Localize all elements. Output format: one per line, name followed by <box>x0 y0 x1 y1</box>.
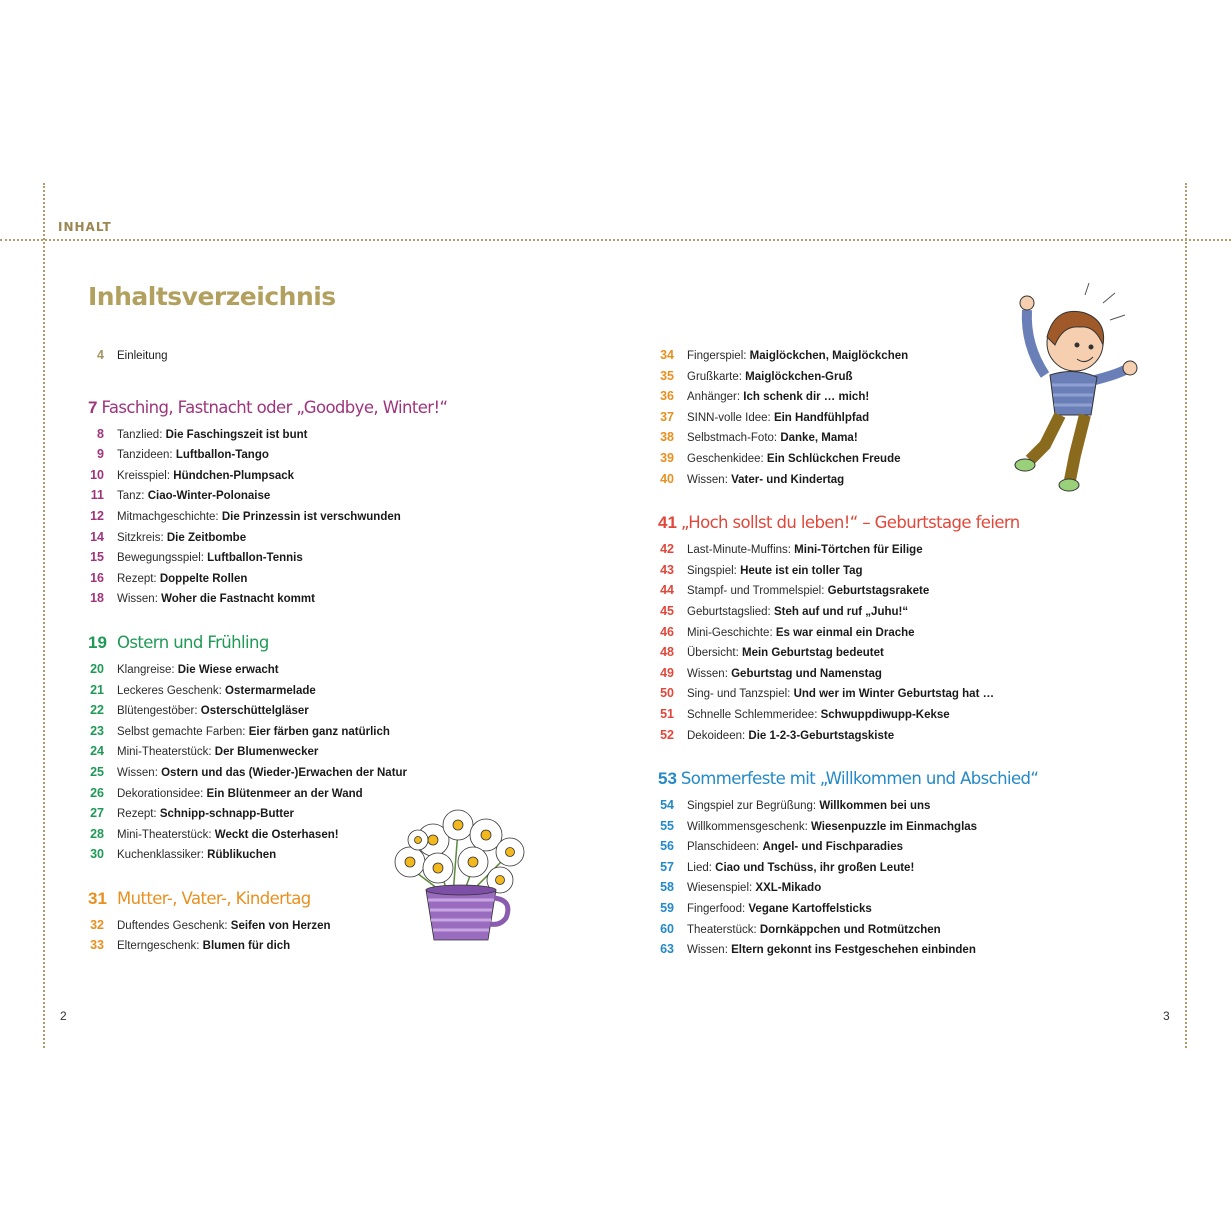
chapter-title: Fasching, Fastnacht oder „Goodbye, Winter!“ <box>101 397 448 417</box>
entry-category: Mitmachgeschichte: <box>117 510 219 523</box>
entry-category: Wissen: <box>687 473 728 486</box>
entry-title: XXL-Mikado <box>755 882 822 895</box>
flower-pot-illustration <box>388 800 538 945</box>
entry-category: Rezept: <box>117 808 157 821</box>
entry-category: Sitzkreis: <box>117 531 164 544</box>
toc-entry[interactable] <box>658 563 998 584</box>
entry-category: Tanz: <box>117 490 145 503</box>
entry-title: Und wer im Winter Geburtstag hat … <box>793 688 995 701</box>
entry-page-number: 9 <box>97 447 104 462</box>
entry-category: Planschideen: <box>687 841 760 854</box>
toc-entry[interactable] <box>88 571 418 592</box>
entry-title: Mein Geburtstag bedeutet <box>741 647 884 660</box>
entry-page-number: 40 <box>660 471 674 486</box>
entry-page-number: 56 <box>660 839 674 854</box>
entry-title: Vegane Kartoffelsticks <box>748 903 872 916</box>
toc-entry[interactable] <box>88 806 418 827</box>
entry-page-number: 55 <box>660 818 674 833</box>
entry-category: Sing- und Tanzspiel: <box>687 688 791 701</box>
toc-entry[interactable] <box>88 683 418 704</box>
chapter-heading[interactable] <box>658 513 1020 542</box>
entry-page-number: 52 <box>660 727 674 742</box>
entry-page-number: 30 <box>90 847 104 862</box>
entry-page-number: 50 <box>660 686 674 701</box>
entry-page-number: 23 <box>90 723 104 738</box>
entry-title: Ostermarmelade <box>225 684 316 697</box>
toc-entry[interactable] <box>88 488 418 509</box>
entry-page-number: 10 <box>90 467 104 482</box>
toc-entry-intro[interactable] <box>88 348 418 369</box>
entry-category: Leckeres Geschenk: <box>117 684 222 697</box>
page-number-left: 2 <box>60 1009 67 1023</box>
toc-entry[interactable] <box>88 591 418 612</box>
toc-entry[interactable] <box>658 389 998 410</box>
entry-title: Die Zeitbombe <box>166 531 247 544</box>
entry-category: Tanzideen: <box>117 449 173 462</box>
entry-title: Der Blumenwecker <box>214 746 319 759</box>
toc-entry[interactable] <box>658 942 998 963</box>
entry-category: Selbst gemachte Farben: <box>117 725 246 738</box>
entry-category: Wiesenspiel: <box>687 882 753 895</box>
toc-entry[interactable] <box>658 583 998 604</box>
entry-page-number: 14 <box>90 529 104 544</box>
toc-entry[interactable] <box>658 901 998 922</box>
entry-page-number: 16 <box>90 570 104 585</box>
header-dotted-rule <box>0 239 1231 241</box>
chapter-heading[interactable] <box>658 769 1039 798</box>
entry-page-number: 36 <box>660 389 674 404</box>
entry-title: Eier färben ganz natürlich <box>248 725 390 738</box>
entry-page-number: 58 <box>660 880 674 895</box>
entry-title: Ein Schlückchen Freude <box>766 452 901 465</box>
entry-category: Stampf- und Trommelspiel: <box>687 585 825 598</box>
entry-title: Luftballon-Tennis <box>207 552 303 565</box>
page-number-right: 3 <box>1163 1009 1170 1023</box>
toc-entry[interactable] <box>658 410 998 431</box>
right-dotted-border <box>1185 183 1187 1048</box>
entry-page-number: 35 <box>660 368 674 383</box>
entry-page-number: 45 <box>660 603 674 618</box>
entry-page-number: 49 <box>660 665 674 680</box>
entry-page-number: 51 <box>660 706 674 721</box>
toc-entry[interactable] <box>658 430 998 451</box>
toc-entry[interactable] <box>658 798 998 819</box>
entry-title: Luftballon-Tango <box>175 449 269 462</box>
entry-page-number: 63 <box>660 942 674 957</box>
entry-page-number: 34 <box>660 348 674 362</box>
entry-title: Ciao-Winter-Polonaise <box>147 490 271 503</box>
entry-title: Schnipp-schnapp-Butter <box>159 808 295 821</box>
chapter-title: „Hoch sollst du leben!“ – Geburtstage feiern <box>680 513 1020 533</box>
entry-page-number: 48 <box>660 645 674 660</box>
toc-entry[interactable] <box>658 707 998 728</box>
entry-category: Klangreise: <box>117 663 175 676</box>
entry-page-number: 26 <box>90 785 104 800</box>
chapter-page-number: 7 <box>88 397 98 417</box>
entry-page-number: 38 <box>660 430 674 445</box>
entry-category: Grußkarte: <box>687 370 742 383</box>
entry-title: Osterschüttelgläser <box>200 705 309 718</box>
entry-page-number: 60 <box>660 921 674 936</box>
toc-entry[interactable] <box>88 786 418 807</box>
toc-entry[interactable] <box>658 645 998 666</box>
entry-category: Übersicht: <box>687 647 739 660</box>
toc-entry[interactable] <box>658 451 998 472</box>
toc-entry[interactable] <box>88 427 418 448</box>
chapter-page-number: 19 <box>88 632 107 652</box>
chapter-heading[interactable] <box>88 397 448 427</box>
toc-entry[interactable] <box>658 686 998 707</box>
entry-title: Maiglöckchen, Maiglöckchen <box>749 350 909 362</box>
entry-title: Weckt die Osterhasen! <box>214 828 339 841</box>
entry-category: Willkommensgeschenk: <box>687 820 808 833</box>
section-label: INHALT <box>58 220 112 234</box>
entry-page-number: 46 <box>660 624 674 639</box>
entry-title: Ciao und Tschüss, ihr großen Leute! <box>715 861 915 874</box>
entry-title: Eltern gekonnt ins Festgeschehen einbinden <box>731 944 976 957</box>
entry-title: Woher die Fastnacht kommt <box>161 593 315 606</box>
toc-entry[interactable] <box>88 918 418 939</box>
chapter-page-number: 53 <box>658 769 677 789</box>
entry-title: Ein Handfühlpfad <box>773 411 870 424</box>
entry-category: Elterngeschenk: <box>117 940 200 953</box>
entry-category: Dekoideen: <box>687 729 746 742</box>
entry-page-number: 57 <box>660 859 674 874</box>
entry-page-number: 4 <box>97 348 104 362</box>
toc-entry[interactable] <box>88 847 418 868</box>
toc-entry[interactable] <box>88 447 418 468</box>
entry-title: Geburtstagsrakete <box>827 585 930 598</box>
entry-category: Wissen: <box>687 667 728 680</box>
entry-page-number: 18 <box>90 591 104 606</box>
toc-entry[interactable] <box>658 839 998 860</box>
entry-category: Wissen: <box>117 593 158 606</box>
toc-entry[interactable] <box>658 819 998 840</box>
entry-title: Mini-Törtchen für Eilige <box>794 544 923 557</box>
entry-title: Hündchen-Plumpsack <box>173 469 295 482</box>
toc-entry[interactable] <box>88 938 418 959</box>
toc-entry[interactable] <box>658 728 998 749</box>
toc-entry[interactable] <box>658 604 998 625</box>
entry-page-number: 8 <box>97 426 104 441</box>
toc-entry[interactable] <box>658 666 998 687</box>
entry-page-number: 12 <box>90 508 104 523</box>
chapter-title: Sommerfeste mit „Willkommen und Abschied“ <box>680 769 1039 789</box>
chapter-title: Mutter-, Vater-, Kindertag <box>117 888 311 908</box>
entry-page-number: 39 <box>660 450 674 465</box>
entry-page-number: 24 <box>90 744 104 759</box>
entry-page-number: 32 <box>90 917 104 932</box>
entry-title: Rüblikuchen <box>207 849 277 862</box>
entry-category: Tanzlied: <box>117 428 163 441</box>
toc-entry[interactable] <box>88 550 418 571</box>
entry-title: Doppelte Rollen <box>159 572 248 585</box>
toc-entry[interactable] <box>658 625 998 646</box>
entry-title: Ich schenk dir … mich! <box>743 391 870 404</box>
entry-category: Kreisspiel: <box>117 469 171 482</box>
toc-entry[interactable] <box>88 724 418 745</box>
toc-entry[interactable] <box>88 703 418 724</box>
entry-category: Singspiel: <box>687 564 737 577</box>
page-title: Inhaltsverzeichnis <box>88 282 336 311</box>
entry-category: Geburtstagslied: <box>687 605 771 618</box>
toc-entry[interactable] <box>658 860 998 881</box>
toc-entry[interactable] <box>88 530 418 551</box>
entry-title: Die Wiese erwacht <box>177 663 279 676</box>
entry-page-number: 22 <box>90 703 104 718</box>
entry-title: Steh auf und ruf „Juhu!“ <box>773 605 909 618</box>
entry-category: Kuchenklassiker: <box>117 849 204 862</box>
entry-title: Angel- und Fischparadies <box>762 841 904 854</box>
entry-title: Dornkäppchen und Rotmützchen <box>759 923 941 936</box>
entry-page-number: 42 <box>660 542 674 557</box>
toc-entry[interactable] <box>658 922 998 943</box>
entry-page-number: 33 <box>90 938 104 953</box>
entry-category: Geschenkidee: <box>687 452 764 465</box>
chapter-heading[interactable] <box>88 889 418 918</box>
entry-category: Fingerspiel: <box>687 350 747 362</box>
entry-category: Rezept: <box>117 572 157 585</box>
entry-category: Theaterstück: <box>687 923 757 936</box>
entry-category: Wissen: <box>117 766 158 779</box>
entry-page-number: 25 <box>90 764 104 779</box>
entry-title: Es war einmal ein Drache <box>775 626 915 639</box>
toc-entry[interactable] <box>88 509 418 530</box>
entry-category: Lied: <box>687 861 712 874</box>
entry-title: Ein Blütenmeer an der Wand <box>206 787 363 800</box>
entry-page-number: 20 <box>90 661 104 676</box>
toc-right-column <box>658 348 1039 963</box>
entry-category: Last-Minute-Muffins: <box>687 544 791 557</box>
entry-title: Die Prinzessin ist verschwunden <box>221 510 401 523</box>
entry-title: Seifen von Herzen <box>230 919 331 932</box>
entry-title: Einleitung <box>117 350 168 362</box>
toc-entry[interactable] <box>88 744 418 765</box>
entry-page-number: 11 <box>90 488 104 503</box>
entry-category: Blütengestöber: <box>117 705 198 718</box>
toc-entry[interactable] <box>88 765 418 786</box>
toc-entry[interactable] <box>658 348 998 369</box>
toc-entry[interactable] <box>88 662 418 683</box>
entry-title: Geburtstag und Namenstag <box>731 667 882 680</box>
entry-category: Bewegungsspiel: <box>117 552 204 565</box>
entry-category: Wissen: <box>687 944 728 957</box>
entry-title: Vater- und Kindertag <box>731 473 845 486</box>
entry-category: Mini-Geschichte: <box>687 626 773 639</box>
entry-title: Maiglöckchen-Gruß <box>745 370 853 383</box>
entry-category: Selbstmach-Foto: <box>687 432 778 445</box>
entry-page-number: 21 <box>90 682 104 697</box>
entry-page-number: 43 <box>660 562 674 577</box>
entry-page-number: 15 <box>90 550 104 565</box>
entry-title: Die Faschingszeit ist bunt <box>165 428 308 441</box>
left-dotted-border <box>43 183 45 1048</box>
entry-category: Fingerfood: <box>687 903 746 916</box>
chapter-heading[interactable] <box>88 633 418 662</box>
chapter-page-number: 41 <box>658 513 677 533</box>
toc-entry[interactable] <box>658 369 998 390</box>
chapter-title: Ostern und Frühling <box>117 632 269 652</box>
entry-category: Mini-Theaterstück: <box>117 828 212 841</box>
toc-entry[interactable] <box>658 542 998 563</box>
entry-category: Mini-Theaterstück: <box>117 746 212 759</box>
entry-page-number: 44 <box>660 583 674 598</box>
entry-page-number: 54 <box>660 798 674 813</box>
entry-category: Anhänger: <box>687 391 741 404</box>
entry-title: Danke, Mama! <box>780 432 858 445</box>
entry-title: Wiesenpuzzle im Einmachglas <box>811 820 978 833</box>
entry-page-number: 59 <box>660 901 674 916</box>
entry-page-number: 27 <box>90 806 104 821</box>
entry-page-number: 37 <box>660 409 674 424</box>
entry-category: Singspiel zur Begrüßung: <box>687 800 817 813</box>
entry-title: Heute ist ein toller Tag <box>740 564 863 577</box>
entry-category: Dekorationsidee: <box>117 787 204 800</box>
entry-title: Blumen für dich <box>202 940 291 953</box>
toc-entry[interactable] <box>658 880 998 901</box>
chapter-page-number: 31 <box>88 888 107 908</box>
entry-title: Willkommen bei uns <box>819 800 931 813</box>
jumping-boy-illustration <box>985 275 1155 500</box>
toc-left-column <box>88 348 448 959</box>
toc-entry[interactable] <box>88 827 418 848</box>
entry-title: Ostern und das (Wieder-)Erwachen der Natur <box>161 766 408 779</box>
entry-category: Duftendes Geschenk: <box>117 919 228 932</box>
toc-entry[interactable] <box>658 472 998 493</box>
entry-category: SINN-volle Idee: <box>687 411 771 424</box>
entry-title: Schwuppdiwupp-Kekse <box>820 708 950 721</box>
entry-category: Schnelle Schlemmeridee: <box>687 708 818 721</box>
entry-page-number: 28 <box>90 826 104 841</box>
toc-entry[interactable] <box>88 468 418 489</box>
entry-title: Die 1-2-3-Geburtstagskiste <box>748 729 895 742</box>
